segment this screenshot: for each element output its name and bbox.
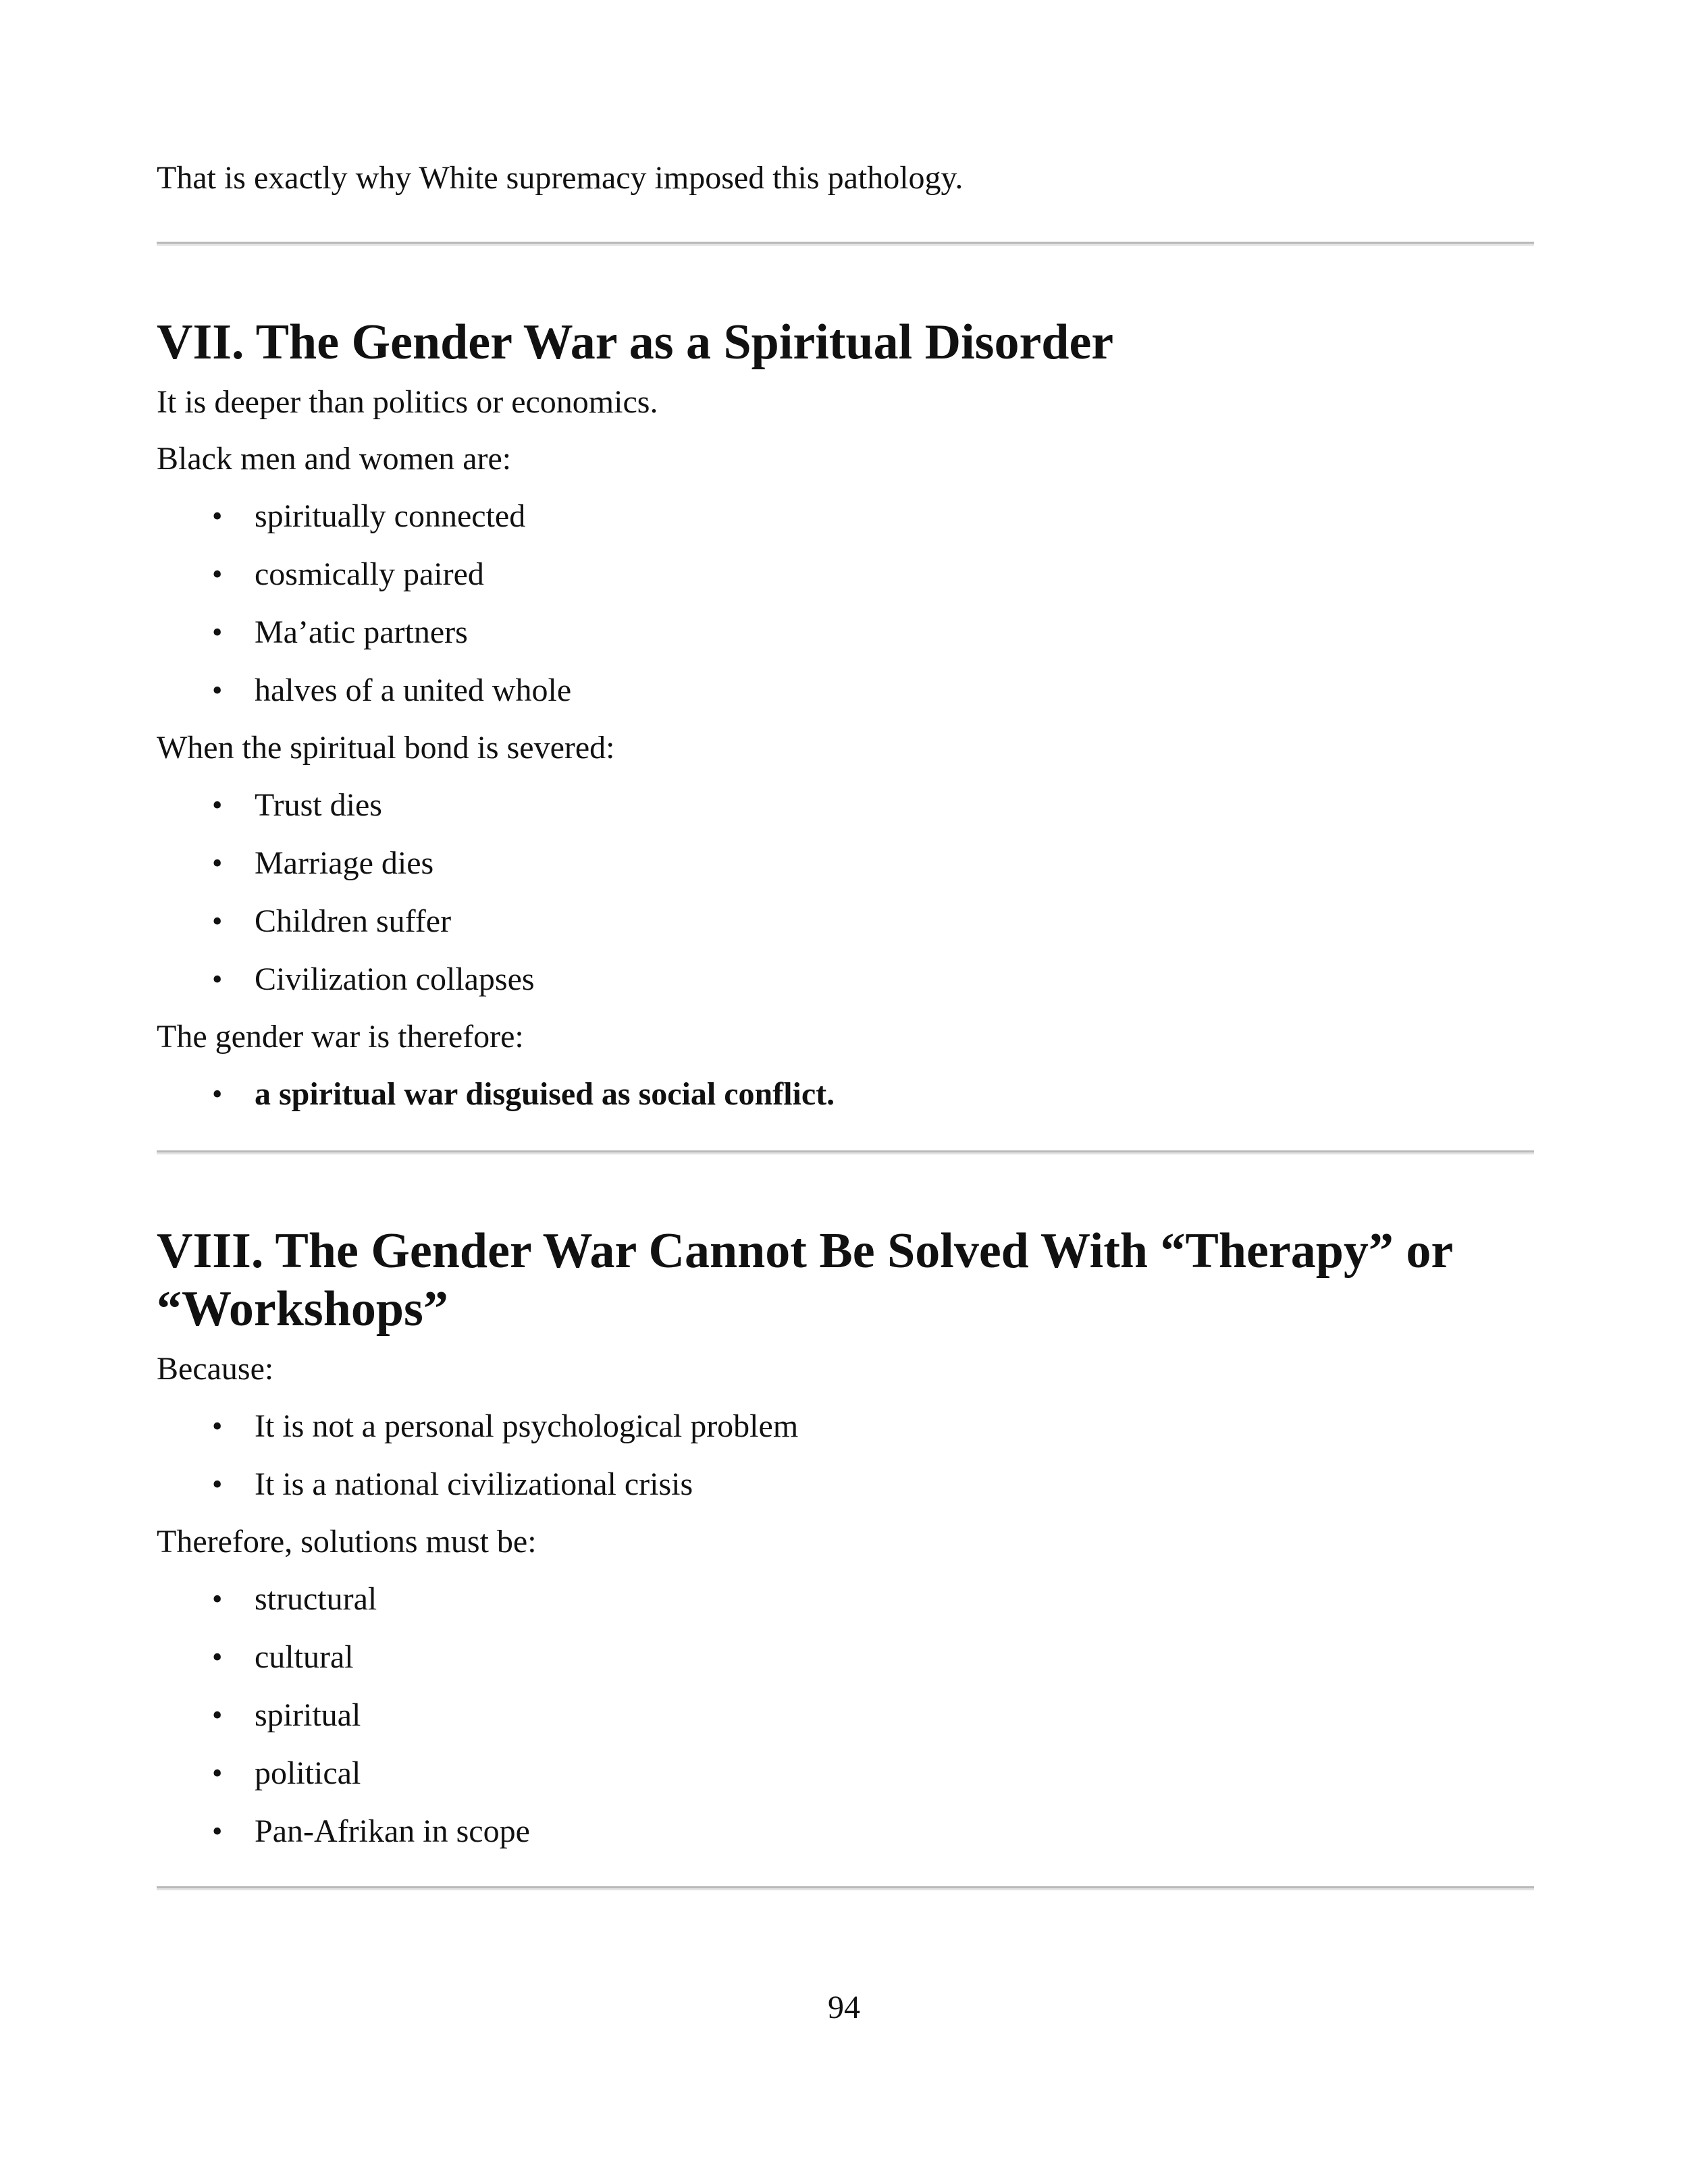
section-8-list-1 [157,1397,1534,1514]
list-item: • spiritual [157,1686,1534,1744]
section-8-paragraph-1: Because: [157,1351,274,1387]
section-divider [157,1886,1534,1890]
bullet-icon: • [212,674,223,707]
bullet-icon: • [212,963,223,996]
list-item: • It is a national civilizational crisis [157,1456,1534,1514]
bullet-icon: • [212,1699,223,1732]
bullet-icon: • [212,616,223,649]
list-item: • Trust dies [157,776,1534,834]
page-content [157,150,1534,1890]
bullet-icon: • [212,1641,223,1674]
list-item: • Ma’atic partners [157,604,1534,662]
list-item: • a spiritual war disguised as social conflict. [157,1065,1534,1123]
bullet-icon: • [212,1077,223,1111]
list-item: • Children suffer [157,893,1534,951]
bullet-icon: • [212,789,223,822]
list-item: • Pan-Afrikan in scope [157,1803,1534,1861]
section-7-paragraph-2: Black men and women are: [157,441,512,477]
section-7-paragraph-4: The gender war is therefore: [157,1019,524,1055]
list-item: • political [157,1744,1534,1803]
bullet-icon: • [212,1582,223,1616]
list-item: • halves of a united whole [157,662,1534,720]
list-item: • cosmically paired [157,545,1534,604]
section-7-list-1 [157,487,1534,720]
bullet-icon: • [212,847,223,880]
bullet-icon: • [212,1410,223,1443]
intro-paragraph: That is exactly why White supremacy imposed this pathology. [157,160,964,196]
list-item: • Civilization collapses [157,951,1534,1009]
list-item: • Marriage dies [157,834,1534,893]
section-7-heading: VII. The Gender War as a Spiritual Disorder [157,315,1114,370]
section-8-list-2 [157,1570,1534,1861]
section-7-paragraph-1: It is deeper than politics or economics. [157,384,658,420]
section-7-paragraph-3: When the spiritual bond is severed: [157,730,615,766]
bullet-icon: • [212,500,223,533]
list-item: • cultural [157,1628,1534,1686]
section-7-list-3 [157,1065,1534,1123]
page-number: 94 [828,1990,860,2025]
bullet-icon: • [212,1815,223,1848]
section-8-heading: VIII. The Gender War Cannot Be Solved With “Therapy” or “Workshops” [157,1223,1454,1337]
bullet-icon: • [212,905,223,938]
list-item: • It is not a personal psychological problem [157,1397,1534,1456]
section-7-list-2 [157,776,1534,1009]
bullet-icon: • [212,1468,223,1501]
bullet-icon: • [212,1757,223,1790]
list-item: • structural [157,1570,1534,1628]
list-item: • spiritually connected [157,487,1534,545]
section-8-paragraph-2: Therefore, solutions must be: [157,1524,537,1560]
bullet-icon: • [212,558,223,591]
